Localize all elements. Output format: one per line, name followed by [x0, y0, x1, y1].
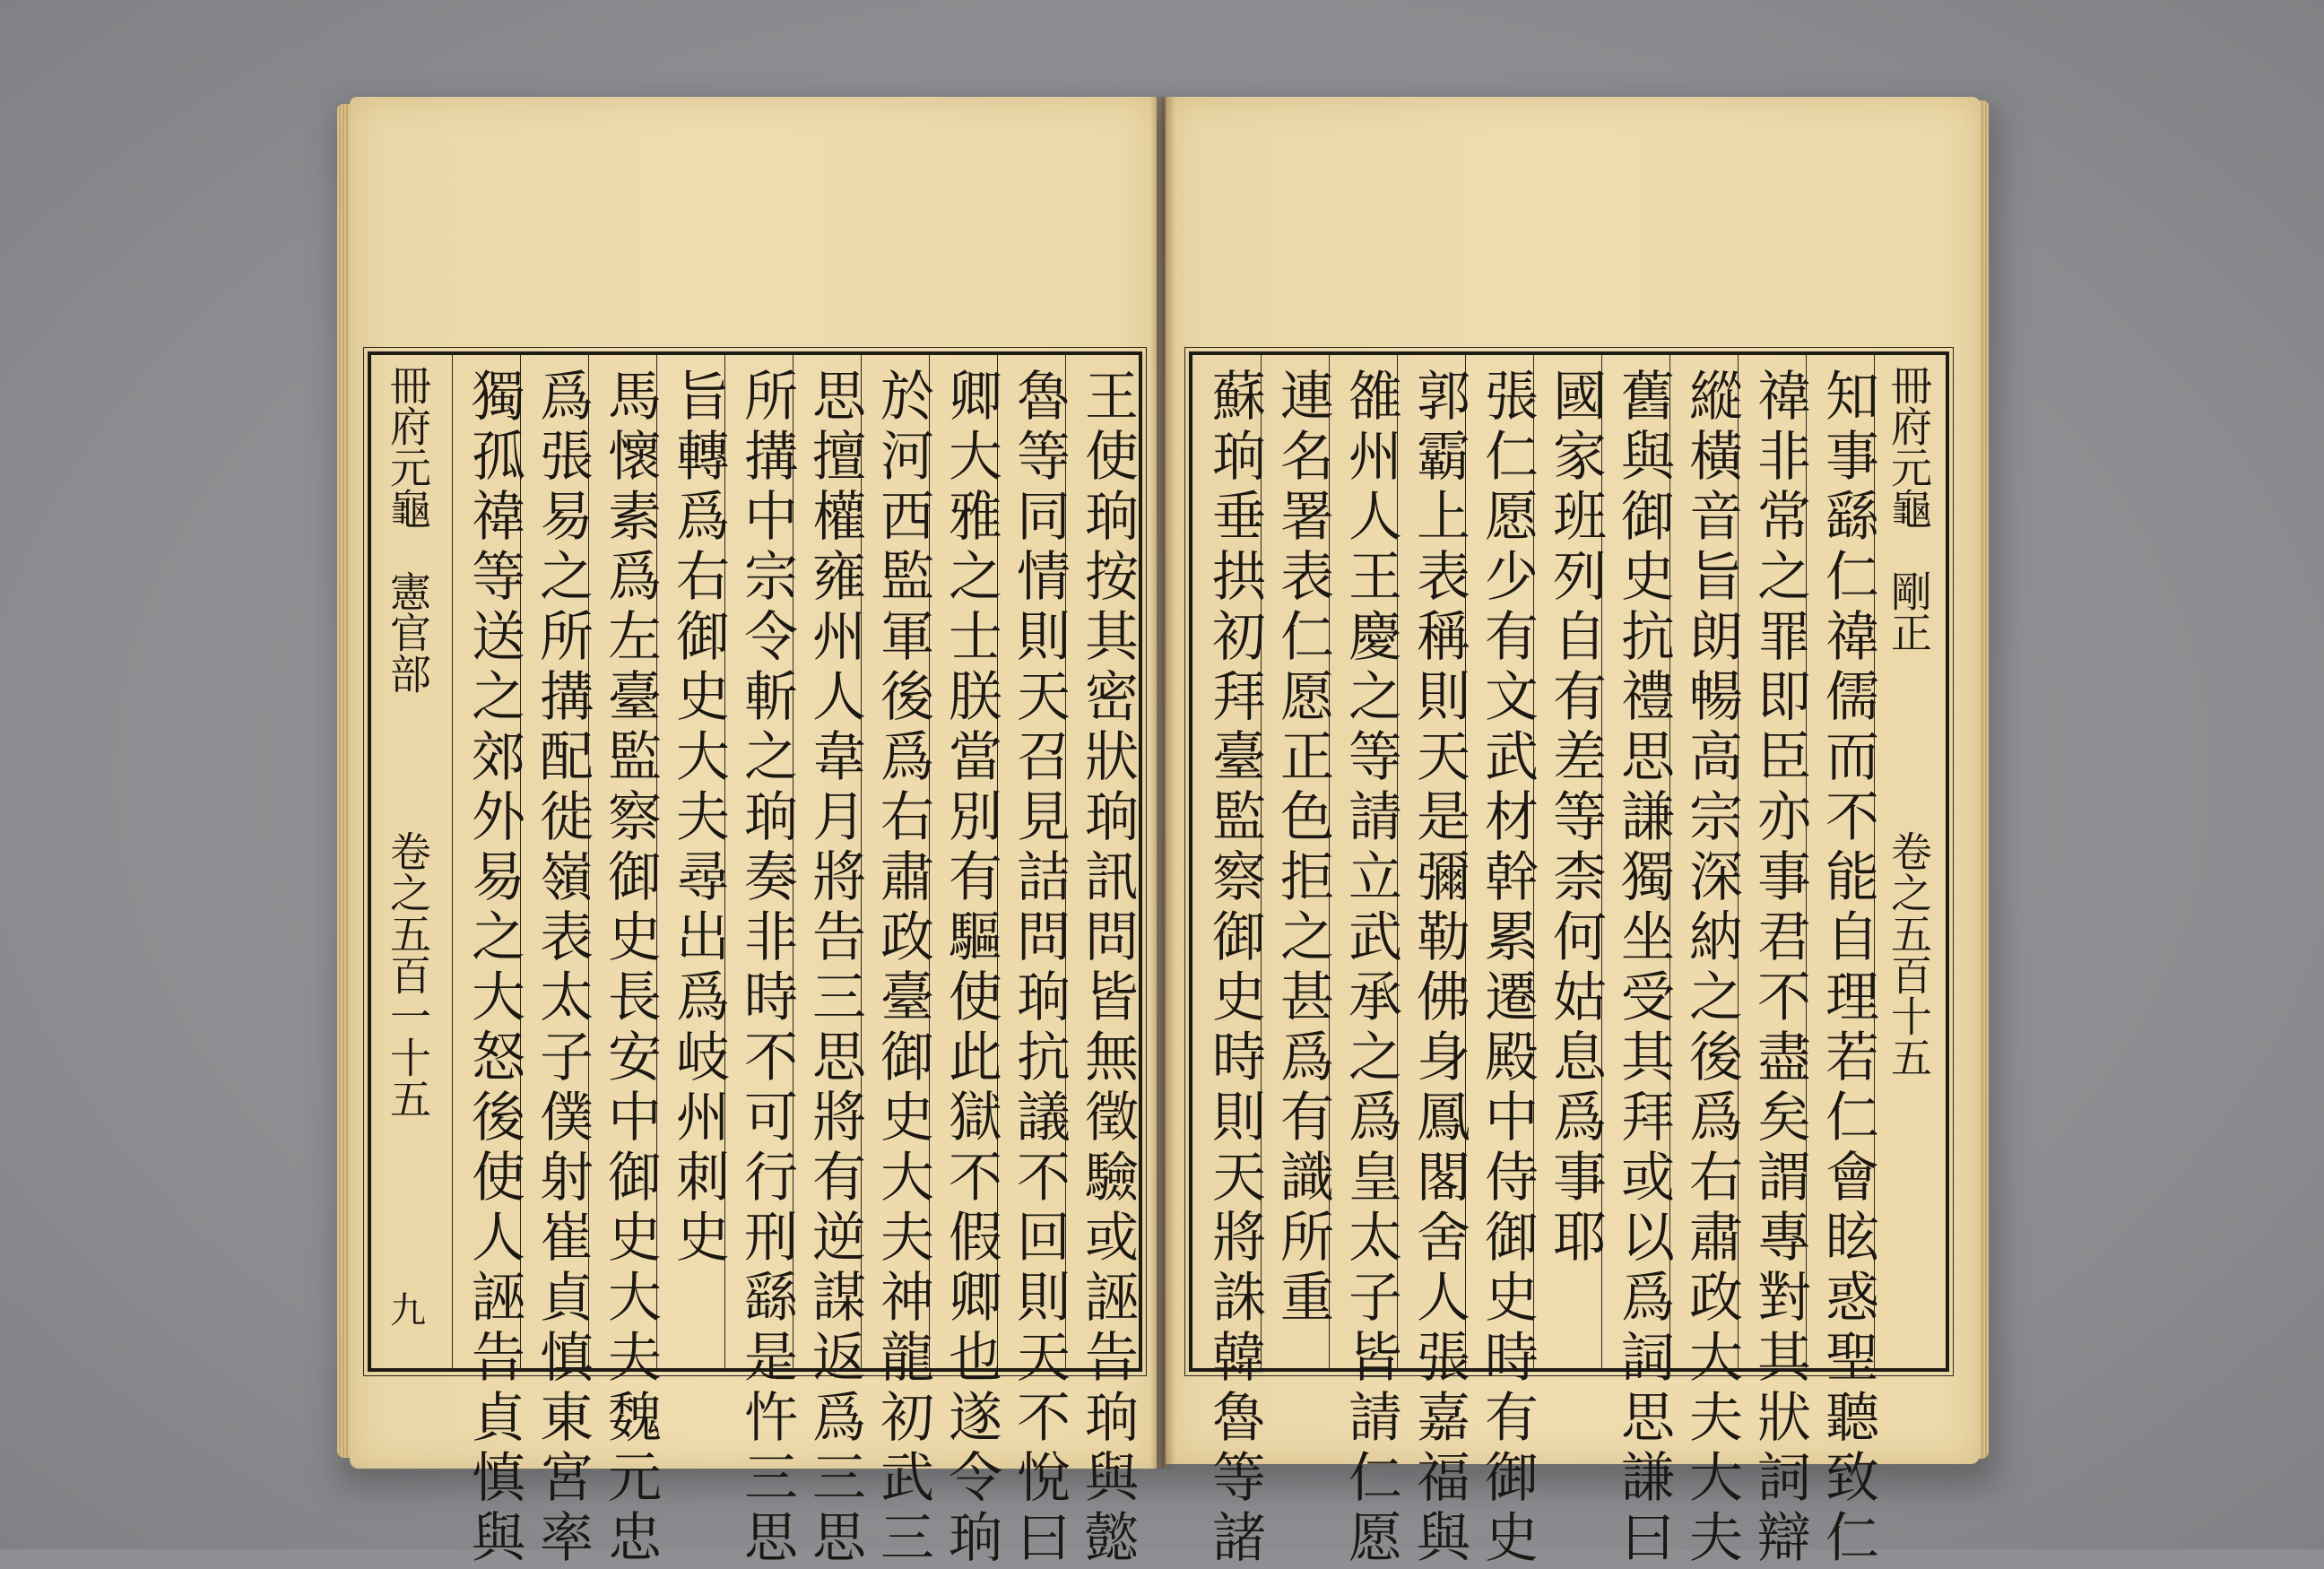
text-column: 旨轉爲右御史大夫尋出爲岐州刺史 [667, 368, 730, 1269]
page-number: 九 [390, 1290, 426, 1331]
text-column: 知事繇仁禕儒而不能自理若仁會眩惑聖聽致仁 [1817, 368, 1879, 1569]
text-column: 雒州人王慶之等請立武承之爲皇太子皆請仁愿 [1340, 368, 1402, 1569]
text-column: 思擅權雍州人韋月將告三思將有逆謀返爲三思 [803, 368, 866, 1569]
book-gutter [1150, 97, 1175, 1469]
book-title: 冊府元龜 剛正 [1885, 364, 1933, 653]
text-column: 張仁愿少有文武材幹累遷殿中侍御史時有御史 [1476, 368, 1539, 1569]
text-column: 卿大雅之士朕當別有驅使此獄不假卿也遂令珦 [940, 368, 1002, 1569]
text-column: 魯等同情則天召見詰問珦抗議不回則天不悅曰 [1008, 368, 1071, 1569]
text-column: 縱橫音旨朗暢高宗深納之後爲右肅政大夫大夫 [1680, 368, 1743, 1569]
right-text-frame [1189, 351, 1949, 1569]
right-banner [1877, 364, 1940, 1355]
text-column: 馬懷素爲左臺監察御史長安中御史大夫魏元忠 [599, 368, 662, 1569]
text-column: 於河西監軍後爲右肅政臺御史大夫神龍初武三 [872, 368, 934, 1569]
text-column: 郭霸上表稱則天是彌勒佛身鳳閣舍人張嘉福與 [1408, 368, 1470, 1569]
left-text-frame [368, 351, 1142, 1569]
text-column: 禕非常之罪即臣亦事君不盡矣謂專對其狀詞辯 [1748, 368, 1811, 1569]
volume-label: 卷之五百一十五 [384, 830, 432, 1119]
left-banner [377, 364, 439, 1355]
volume-label: 卷之五百十五 [1885, 830, 1933, 1078]
book-title: 冊府元龜 憲官部 [384, 364, 432, 694]
text-column: 國家班列自有差等柰何姑息爲事耶 [1544, 368, 1607, 1269]
text-column: 蘇珦垂拱初拜臺監察御史時則天將誅韓魯等諸 [1203, 368, 1266, 1569]
text-column: 舊與御史抗禮思謙獨坐受其拜或以爲詞思謙曰 [1612, 368, 1675, 1569]
text-column: 爲張易之所搆配徙嶺表太子僕射崔貞慎東宮率 [531, 368, 594, 1569]
text-column: 連名署表仁愿正色拒之甚爲有識所重 [1271, 368, 1334, 1329]
text-column: 獨孤禕等送之郊外易之大怒後使人誣告貞慎與 [463, 368, 525, 1569]
text-column: 王使珦按其密狀珦訊問皆無徵驗或誣告珦與懿 [1076, 368, 1139, 1569]
text-column: 所搆中宗令斬之珦奏非時不可行刑繇是忤三思 [735, 368, 798, 1569]
